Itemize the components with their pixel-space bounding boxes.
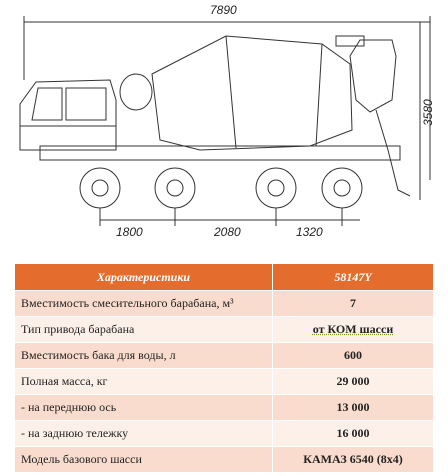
- specifications-table: [14, 263, 434, 473]
- loading-hopper: [350, 40, 396, 112]
- value-cell: 13 000: [273, 395, 434, 421]
- mixer-drum: [152, 36, 352, 150]
- table-row: [15, 395, 434, 421]
- height-label: 3580: [421, 99, 435, 126]
- value-cell: 16 000: [273, 421, 434, 447]
- chassis-frame: [40, 146, 400, 160]
- table-row: [15, 291, 434, 317]
- value-cell: 29 000: [273, 369, 434, 395]
- param-cell: Полная масса, кг: [15, 369, 273, 395]
- header-model: 58147Y: [273, 264, 434, 291]
- param-cell: Вместимость смесительного барабана, м³: [15, 291, 273, 317]
- front-overhang-label: 1800: [116, 225, 143, 239]
- front-wheel-1: [80, 168, 120, 208]
- rear-wheel-2: [322, 168, 362, 208]
- header-param: Характеристики: [15, 264, 273, 291]
- table-header-row: [15, 264, 434, 291]
- value-cell: от КОМ шасси: [273, 317, 434, 343]
- param-cell: Тип привода барабана: [15, 317, 273, 343]
- wheelbase-label: 2080: [214, 225, 241, 239]
- table-row: [15, 369, 434, 395]
- table-row: [15, 447, 434, 473]
- table-row: [15, 343, 434, 369]
- front-wheel-2: [155, 168, 195, 208]
- table-row: [15, 317, 434, 343]
- rear-axle-label: 1320: [296, 225, 323, 239]
- param-cell: Вместимость бака для воды, л: [15, 343, 273, 369]
- discharge-chute: [376, 110, 410, 196]
- value-cell: 600: [273, 343, 434, 369]
- rear-wheel-1: [256, 168, 296, 208]
- value-cell: 7: [273, 291, 434, 317]
- param-cell: - на переднюю ось: [15, 395, 273, 421]
- param-cell: Модель базового шасси: [15, 447, 273, 473]
- value-cell: КАМАЗ 6540 (8x4): [273, 447, 434, 473]
- param-cell: - на заднюю тележку: [15, 421, 273, 447]
- water-tank: [120, 74, 152, 110]
- table-row: [15, 421, 434, 447]
- total-length-label: 7890: [210, 3, 237, 17]
- truck-cab: [20, 80, 116, 150]
